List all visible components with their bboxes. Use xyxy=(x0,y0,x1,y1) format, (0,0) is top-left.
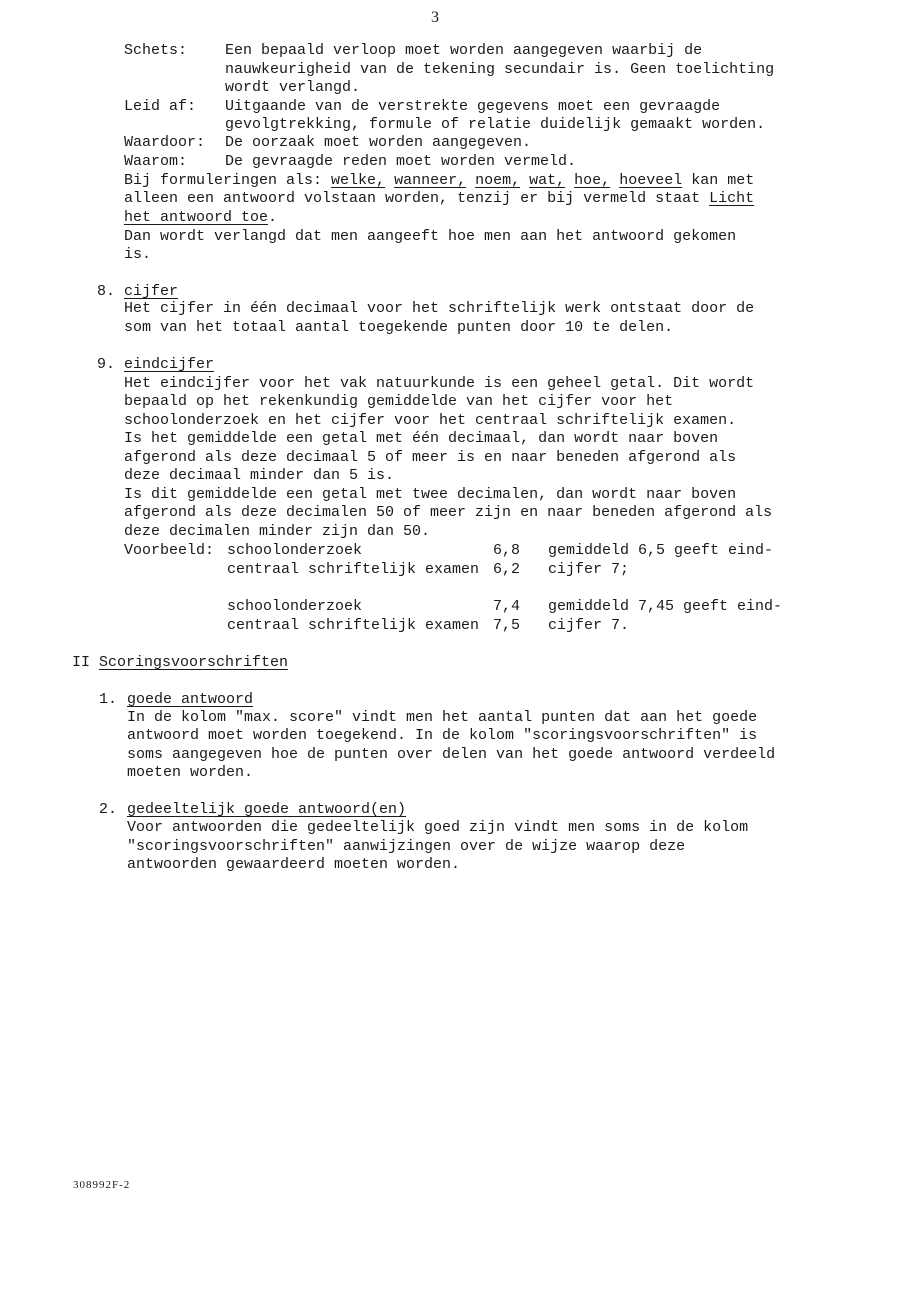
definition-text: gevolgtrekking, formule of relatie duidelijk gemaakt worden. xyxy=(225,116,766,133)
example-value: 7,4 xyxy=(493,598,521,615)
definition-term: Leid af: xyxy=(124,98,197,115)
definition-text: nauwkeurigheid van de tekening secundair is. Geen toelichting xyxy=(225,61,775,78)
item-heading: goede antwoord xyxy=(127,691,254,708)
item-text: afgerond als deze decimalen 50 of meer zijn en naar beneden afgerond als xyxy=(124,504,773,521)
example-label: Voorbeeld: xyxy=(124,542,215,559)
definition-text: De gevraagde reden moet worden vermeld. xyxy=(225,153,577,170)
keyword-wat: wat, xyxy=(529,172,566,189)
keyword-licht: Licht xyxy=(709,190,755,207)
item-text: deze decimalen minder zijn dan 50. xyxy=(124,523,431,540)
keyword-hoeveel: hoeveel xyxy=(619,172,683,189)
definition-term: Schets: xyxy=(124,42,188,59)
item-number: 9. xyxy=(97,356,116,373)
section-number: II xyxy=(72,654,91,671)
example-subject: schoolonderzoek xyxy=(227,598,363,615)
item-heading: eindcijfer xyxy=(124,356,215,373)
item-number: 1. xyxy=(99,691,118,708)
item-text: antwoorden gewaardeerd moeten worden. xyxy=(127,856,461,873)
formulering-line: Bij formuleringen als: welke, wanneer, noem, wat, hoe, hoeveel kan met xyxy=(124,172,755,189)
keyword-noem: noem, xyxy=(475,172,521,189)
item-text: deze decimaal minder dan 5 is. xyxy=(124,467,395,484)
item-text: som van het totaal aantal toegekende punten door 10 te delen. xyxy=(124,319,674,336)
keyword-welke: welke, xyxy=(331,172,386,189)
definition-term: Waardoor: xyxy=(124,134,206,151)
example-note: gemiddeld 6,5 geeft eind- xyxy=(548,542,774,559)
definition-text: Een bepaald verloop moet worden aangegeven waarbij de xyxy=(225,42,703,59)
example-value: 6,8 xyxy=(493,542,521,559)
example-subject: centraal schriftelijk examen xyxy=(227,617,480,634)
item-text: soms aangegeven hoe de punten over delen van het goede antwoord verdeeld xyxy=(127,746,776,763)
item-text: bepaald op het rekenkundig gemiddelde van het cijfer voor het xyxy=(124,393,674,410)
item-heading: gedeeltelijk goede antwoord(en) xyxy=(127,801,407,818)
item-text: afgerond als deze decimaal 5 of meer is en naar beneden afgerond als xyxy=(124,449,737,466)
footer-code: 308992F-2 xyxy=(73,1179,131,1191)
example-value: 7,5 xyxy=(493,617,521,634)
item-heading: cijfer xyxy=(124,283,179,300)
item-text: Het eindcijfer voor het vak natuurkunde is een geheel getal. Dit wordt xyxy=(124,375,755,392)
page-number: 3 xyxy=(431,9,439,26)
formulering-line: alleen een antwoord volstaan worden, tenzij er bij vermeld staat Licht xyxy=(124,190,755,207)
definition-text: De oorzaak moet worden aangegeven. xyxy=(225,134,532,151)
example-note: cijfer 7; xyxy=(548,561,630,578)
keyword-hoe: hoe, xyxy=(574,172,611,189)
item-text: Is dit gemiddelde een getal met twee decimalen, dan wordt naar boven xyxy=(124,486,737,503)
example-subject: schoolonderzoek xyxy=(227,542,363,559)
item-text: antwoord moet worden toegekend. In de kolom "scoringsvoorschriften" is xyxy=(127,727,758,744)
definition-text: Uitgaande van de verstrekte gegevens moet een gevraagde xyxy=(225,98,721,115)
item-number: 8. xyxy=(97,283,116,300)
keyword-wanneer: wanneer, xyxy=(394,172,467,189)
item-text: "scoringsvoorschriften" aanwijzingen over de wijze waarop deze xyxy=(127,838,686,855)
definition-term: Waarom: xyxy=(124,153,188,170)
item-text: Het cijfer in één decimaal voor het schriftelijk werk ontstaat door de xyxy=(124,300,755,317)
item-text: Voor antwoorden die gedeeltelijk goed zijn vindt men soms in de kolom xyxy=(127,819,749,836)
item-number: 2. xyxy=(99,801,118,818)
keyword-het-antwoord-toe: het antwoord toe xyxy=(124,209,269,226)
item-text: schoolonderzoek en het cijfer voor het centraal schriftelijk examen. xyxy=(124,412,737,429)
formulering-line: het antwoord toe. xyxy=(124,209,278,226)
formulering-line: Dan wordt verlangd dat men aangeeft hoe men aan het antwoord gekomen xyxy=(124,228,737,245)
item-text: In de kolom "max. score" vindt men het aantal punten dat aan het goede xyxy=(127,709,758,726)
formulering-line: is. xyxy=(124,246,152,263)
definition-text: wordt verlangd. xyxy=(225,79,361,96)
item-text: Is het gemiddelde een getal met één decimaal, dan wordt naar boven xyxy=(124,430,719,447)
section-heading: Scoringsvoorschriften xyxy=(99,654,289,671)
example-value: 6,2 xyxy=(493,561,521,578)
example-subject: centraal schriftelijk examen xyxy=(227,561,480,578)
item-text: moeten worden. xyxy=(127,764,254,781)
example-note: gemiddeld 7,45 geeft eind- xyxy=(548,598,783,615)
example-note: cijfer 7. xyxy=(548,617,630,634)
